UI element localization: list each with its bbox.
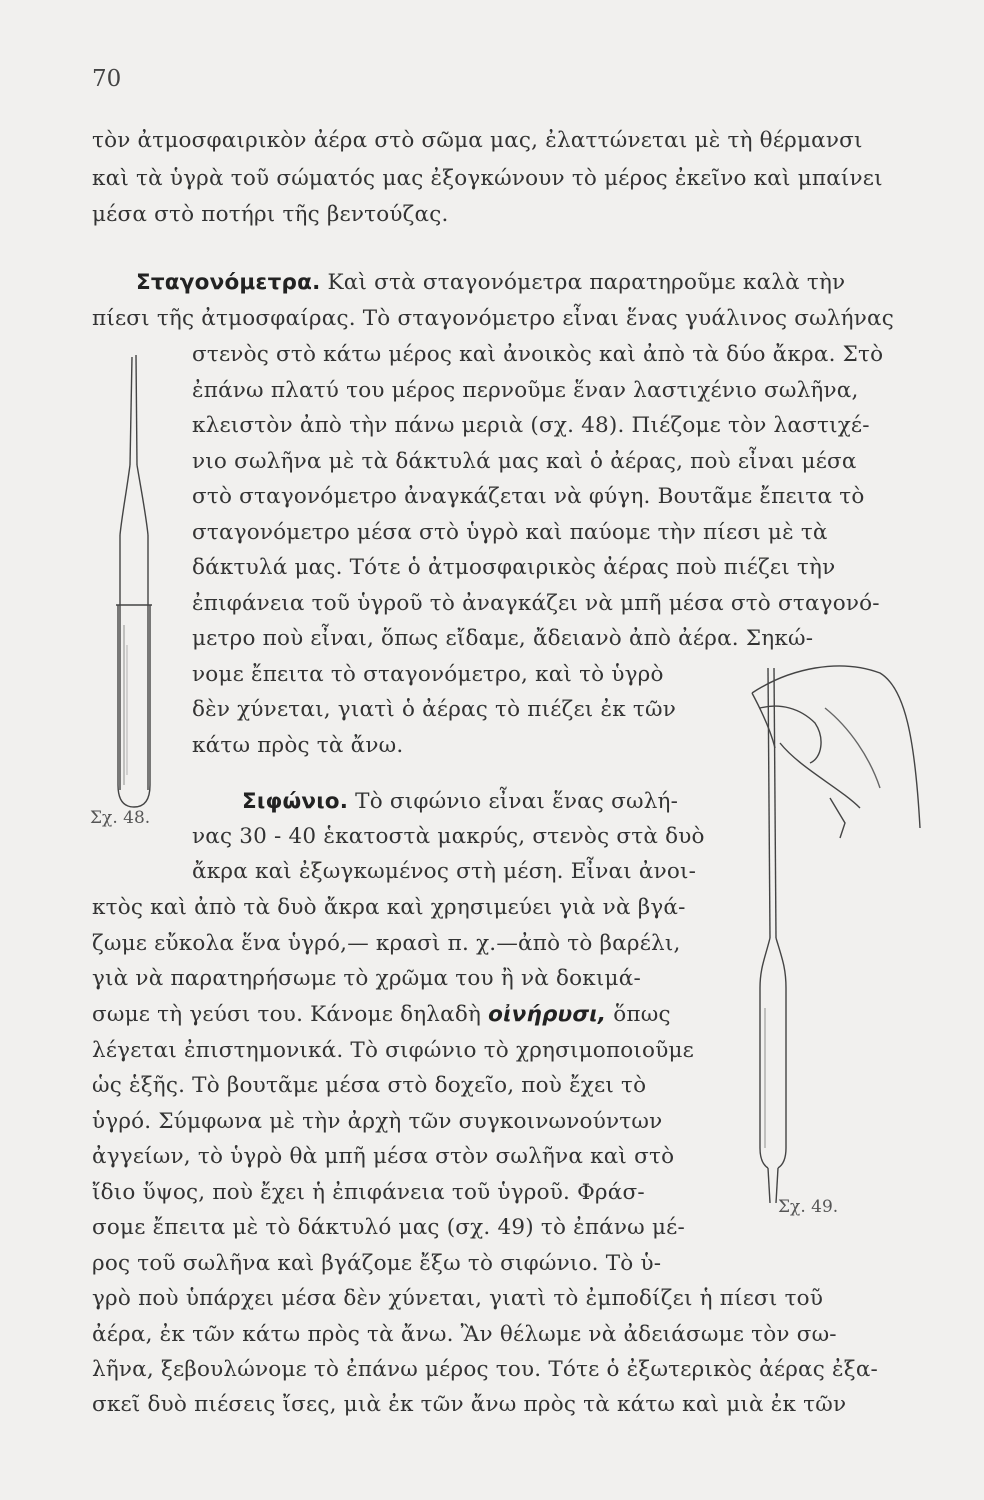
text-line: ὡς ἑξῆς. Τὸ βουτᾶμε μέσα στὸ δοχεῖο, ποὺ ἔχει τὸ <box>92 1073 647 1098</box>
text-line <box>136 268 845 298</box>
text-span: Τὸ σιφώνιο εἶναι ἕνας σωλή- <box>348 789 679 814</box>
text-line: δάκτυλά μας. Τότε ὁ ἀτμοσφαιρικὸς ἀέρας ποὺ πιέζει τὴν <box>192 555 836 580</box>
text-line: σομε ἔπειτα μὲ τὸ δάκτυλό μας (σχ. 49) τὸ ἐπάνω μέ- <box>92 1215 685 1240</box>
text-line: λῆνα, ξεβουλώνομε τὸ ἐπάνω μέρος του. Τότε ὁ ἐξωτερικὸς ἀέρας ἐξα- <box>92 1357 879 1382</box>
figure-49-caption: Σχ. 49. <box>778 1197 839 1217</box>
section-heading-sifonio: Σιφώνιο. <box>242 789 349 814</box>
text-line: κάτω πρὸς τὰ ἄνω. <box>192 733 404 758</box>
text-line: μετρο ποὺ εἶναι, ὅπως εἴδαμε, ἄδειανὸ ἀπὸ ἀέρα. Σηκώ- <box>192 626 814 651</box>
text-line: γρὸ ποὺ ὑπάρχει μέσα δὲν χύνεται, γιατὶ τὸ ἐμποδίζει ἡ πίεσι τοῦ <box>92 1286 824 1311</box>
text-line: λέγεται ἐπιστημονικά. Τὸ σιφώνιο τὸ χρησιμοποιοῦμε <box>92 1038 694 1063</box>
text-line: πίεσι τῆς ἀτμοσφαίρας. Τὸ σταγονόμετρο εἶναι ἕνας γυάλινος σωλήνας <box>92 306 894 331</box>
text-line: ἀγγείων, τὸ ὑγρὸ θὰ μπῆ μέσα στὸν σωλῆνα καὶ στὸ <box>92 1144 675 1169</box>
text-span: Καὶ στὰ σταγονόμετρα παρατηροῦμε καλὰ τὴν <box>320 270 846 295</box>
text-line: σκεῖ δυὸ πιέσεις ἴσες, μιὰ ἐκ τῶν ἄνω πρὸς τὰ κάτω καὶ μιὰ ἐκ τῶν <box>92 1392 847 1417</box>
text-line: ὑγρό. Σύμφωνα μὲ τὴν ἀρχὴ τῶν συγκοινωνούντων <box>92 1109 663 1134</box>
text-line: στενὸς στὸ κάτω μέρος καὶ ἀνοικὸς καὶ ἀπὸ τὰ δύο ἄκρα. Στὸ <box>192 342 884 367</box>
dropper-figure-48 <box>100 345 180 825</box>
text-line: ἄκρα καὶ ἐξωγκωμένος στὴ μέση. Εἶναι ἀνοι- <box>192 859 697 884</box>
text-line <box>242 787 678 817</box>
text-line: γιὰ νὰ παρατηρήσωμε τὸ χρῶμα του ἢ νὰ δοκιμά- <box>92 966 641 991</box>
text-line: ἐπιφάνεια τοῦ ὑγροῦ τὸ ἀναγκάζει νὰ μπῆ μέσα στὸ σταγονό- <box>192 591 880 616</box>
text-line: ἴδιο ὕψος, ποὺ ἔχει ἡ ἐπιφάνεια τοῦ ὑγροῦ. Φράσ- <box>92 1180 645 1205</box>
text-line: κλειστὸν ἀπὸ τὴν πάνω μεριὰ (σχ. 48). Πιέζομε τὸν λαστιχέ- <box>192 413 870 438</box>
siphon-figure-49 <box>730 648 930 1208</box>
text-line: στὸ σταγονόμετρο ἀναγκάζεται νὰ φύγη. Βουτᾶμε ἔπειτα τὸ <box>192 484 865 509</box>
text-span: ὅπως <box>606 1002 671 1027</box>
text-line: νιο σωλῆνα μὲ τὰ δάκτυλά μας καὶ ὁ ἀέρας, ποὺ εἶναι μέσα <box>192 449 857 474</box>
text-line: δὲν χύνεται, γιατὶ ὁ ἀέρας τὸ πιέζει ἐκ τῶν <box>192 697 676 722</box>
text-line: καὶ τὰ ὑγρὰ τοῦ σώματός μας ἐξογκώνουν τὸ μέρος ἐκεῖνο καὶ μπαίνει <box>92 166 883 191</box>
page-number: 70 <box>92 66 122 92</box>
text-line: νας 30 - 40 ἑκατοστὰ μακρύς, στενὸς στὰ δυὸ <box>192 824 705 849</box>
text-line: σταγονόμετρο μέσα στὸ ὑγρὸ καὶ παύομε τὴν πίεσι μὲ τὰ <box>192 520 828 545</box>
figure-48-caption: Σχ. 48. <box>90 808 151 828</box>
term-oinerysi: οἰνήρυσι, <box>488 1002 607 1027</box>
text-line: ἐπάνω πλατύ του μέρος περνοῦμε ἕναν λαστιχένιο σωλῆνα, <box>192 378 859 403</box>
text-line: νομε ἔπειτα τὸ σταγονόμετρο, καὶ τὸ ὑγρὸ <box>192 662 664 687</box>
text-line: κτὸς καὶ ἀπὸ τὰ δυὸ ἄκρα καὶ χρησιμεύει γιὰ νὰ βγά- <box>92 895 686 920</box>
text-span: σωμε τὴ γεύσι του. Κάνομε δηλαδὴ <box>92 1002 489 1027</box>
text-line: ἀέρα, ἐκ τῶν κάτω πρὸς τὰ ἄνω. Ἂν θέλωμε νὰ ἀδειάσωμε τὸν σω- <box>92 1322 837 1347</box>
text-line: τὸν ἀτμοσφαιρικὸν ἀέρα στὸ σῶμα μας, ἐλαττώνεται μὲ τὴ θέρμανσι <box>92 128 863 153</box>
text-line: ρος τοῦ σωλῆνα καὶ βγάζομε ἔξω τὸ σιφώνιο. Τὸ ὑ- <box>92 1251 662 1276</box>
section-heading-stagonometra: Σταγονόμετρα. <box>136 270 321 295</box>
text-line: μέσα στὸ ποτήρι τῆς βεντούζας. <box>92 202 449 227</box>
text-line <box>92 1000 671 1030</box>
text-line: ζωμε εὔκολα ἕνα ὑγρό,— κρασὶ π. χ.—ἀπὸ τὸ βαρέλι, <box>92 931 681 956</box>
